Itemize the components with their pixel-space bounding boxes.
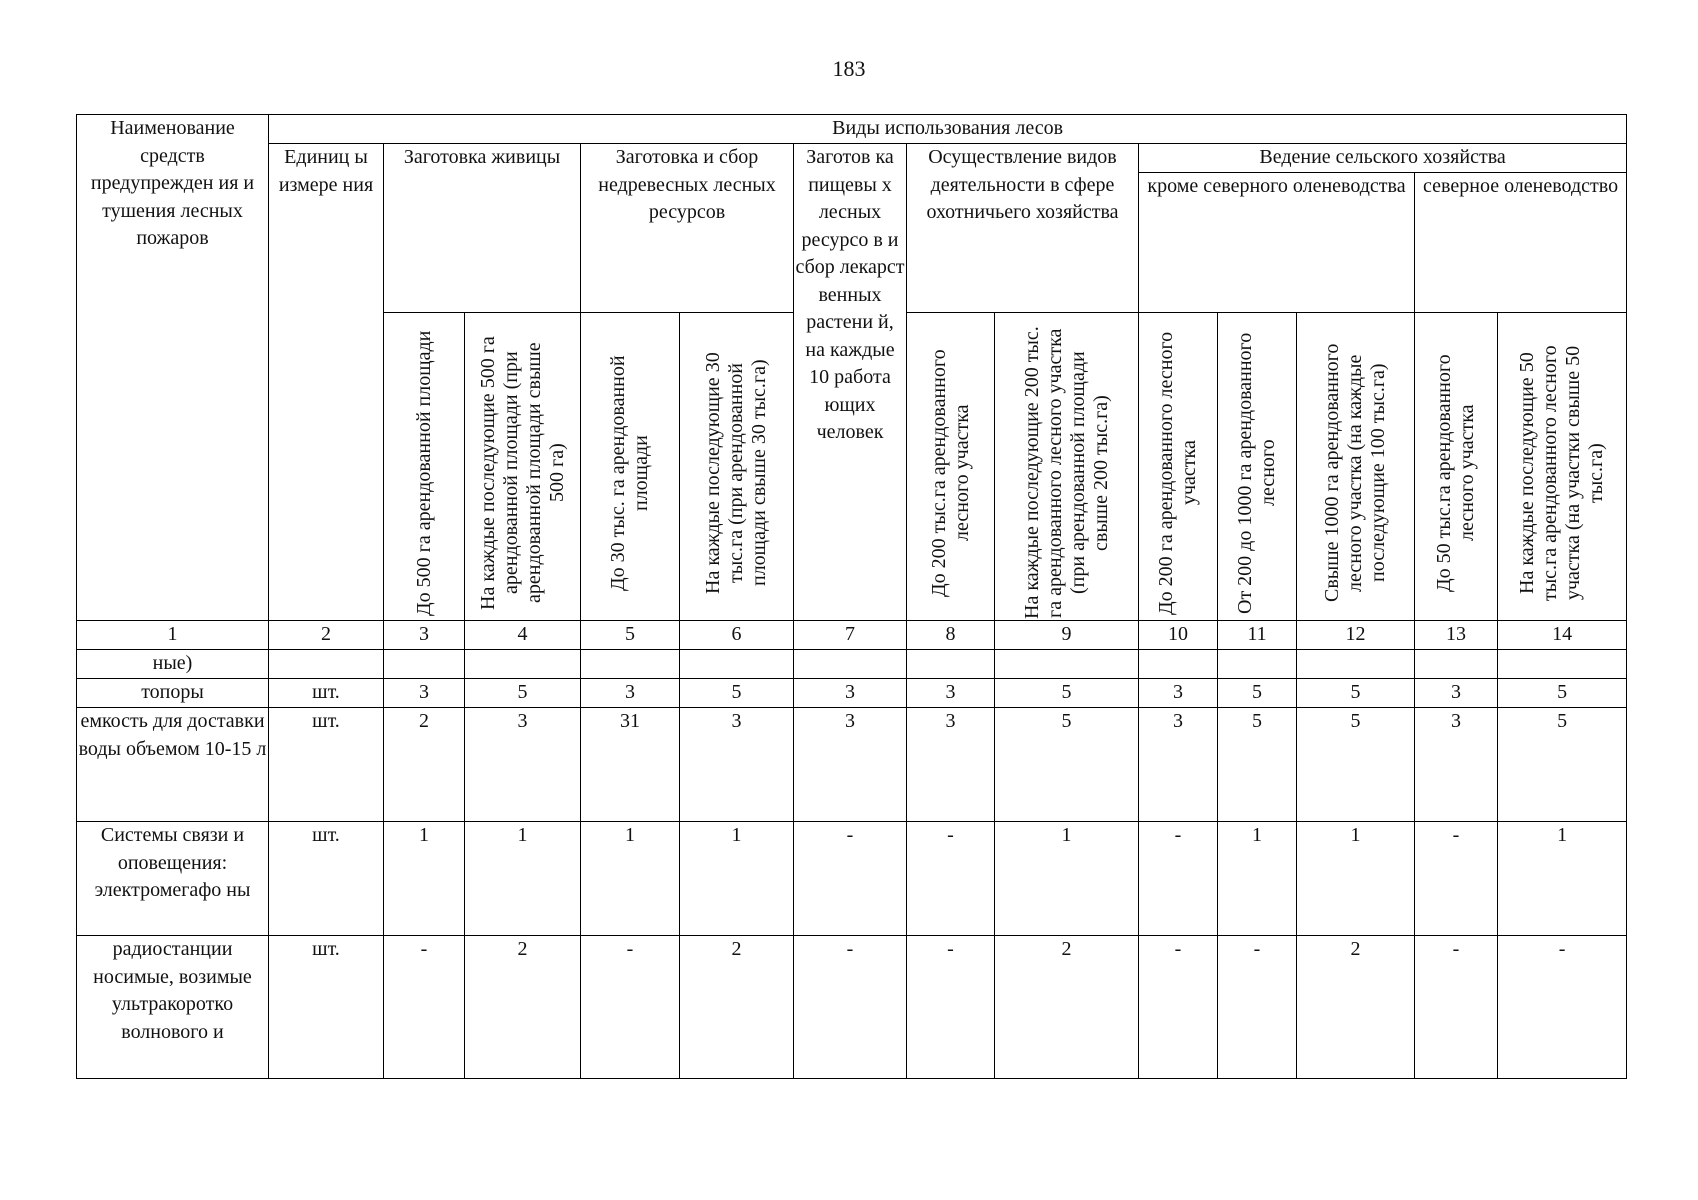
header-hunting: Осуществление видов деятельности в сфере охотничьего хозяйства bbox=[907, 144, 1139, 313]
row-value-col-9: 5 bbox=[995, 708, 1139, 822]
row-value-col-4: 5 bbox=[465, 679, 581, 708]
header-vertical-col-12: Свыше 1000 га арендованного лесного участка (на каждые последующие 100 тыс.га) bbox=[1297, 313, 1415, 621]
row-value-col-12: 2 bbox=[1297, 936, 1415, 1079]
table-row bbox=[77, 822, 1627, 936]
column-number: 7 bbox=[794, 621, 907, 650]
row-value-col-11: 5 bbox=[1218, 708, 1297, 822]
row-value-col-9: 2 bbox=[995, 936, 1139, 1079]
row-value-col-10: 3 bbox=[1139, 708, 1218, 822]
header-non-timber-resources: Заготовка и сбор недревесных лесных ресурсов bbox=[581, 144, 794, 313]
row-unit: шт. bbox=[269, 822, 384, 936]
header-food-resources: Заготов ка пищевы х лесных ресурсо в и сбор лекарст венных растени й, на каждые 10 работа ющих человек bbox=[794, 144, 907, 621]
row-value-col-10: - bbox=[1139, 936, 1218, 1079]
header-vertical-col-3: До 500 га арендованной площади bbox=[384, 313, 465, 621]
header-unit: Единиц ы измере ния bbox=[269, 144, 384, 621]
header-vertical-col-14: На каждые последующие 50 тыс.га арендованного лесного участка (на участки свыше 50 тыс.га) bbox=[1498, 313, 1627, 621]
header-vertical-col-4: На каждые последующие 500 га арендованной площади (при арендованной площади свыше 500 га) bbox=[465, 313, 581, 621]
row-value-col-13 bbox=[1415, 650, 1498, 679]
row-value-col-13: 3 bbox=[1415, 679, 1498, 708]
row-value-col-4: 3 bbox=[465, 708, 581, 822]
column-number: 11 bbox=[1218, 621, 1297, 650]
row-unit: шт. bbox=[269, 708, 384, 822]
row-value-col-7: 3 bbox=[794, 708, 907, 822]
header-reindeer-herding: северное оленеводство bbox=[1415, 173, 1627, 313]
header-vertical-col-6: На каждые последующие 30 тыс.га (при арендованной площади свыше 30 тыс.га) bbox=[680, 313, 794, 621]
row-value-col-3: 2 bbox=[384, 708, 465, 822]
row-item-name: емкость для доставки воды объемом 10-15 л bbox=[77, 708, 269, 822]
table-row bbox=[77, 708, 1627, 822]
column-number: 1 bbox=[77, 621, 269, 650]
column-number: 2 bbox=[269, 621, 384, 650]
row-value-col-10: 3 bbox=[1139, 679, 1218, 708]
row-value-col-3: 3 bbox=[384, 679, 465, 708]
header-vertical-col-11: От 200 до 1000 га арендованного лесного bbox=[1218, 313, 1297, 621]
row-value-col-10: - bbox=[1139, 822, 1218, 936]
page-number: 183 bbox=[832, 56, 866, 81]
row-item-name: Системы связи и оповещения: электромегафо ны bbox=[77, 822, 269, 936]
row-value-col-3: - bbox=[384, 936, 465, 1079]
row-value-col-6: 3 bbox=[680, 708, 794, 822]
header-name-of-means: Наименование средств предупрежден ия и тушения лесных пожаров bbox=[77, 115, 269, 621]
row-value-col-9: 1 bbox=[995, 822, 1139, 936]
row-value-col-8: - bbox=[907, 936, 995, 1079]
row-value-col-7: 3 bbox=[794, 679, 907, 708]
header-except-reindeer: кроме северного оленеводства bbox=[1139, 173, 1415, 313]
row-value-col-10 bbox=[1139, 650, 1218, 679]
row-value-col-12 bbox=[1297, 650, 1415, 679]
column-number: 13 bbox=[1415, 621, 1498, 650]
row-unit bbox=[269, 650, 384, 679]
row-value-col-4: 2 bbox=[465, 936, 581, 1079]
header-forest-use-types: Виды использования лесов bbox=[269, 115, 1627, 144]
row-value-col-14: 5 bbox=[1498, 708, 1627, 822]
column-number: 8 bbox=[907, 621, 995, 650]
table-row bbox=[77, 679, 1627, 708]
header-vertical-col-5: До 30 тыс. га арендованной площади bbox=[581, 313, 680, 621]
row-unit: шт. bbox=[269, 679, 384, 708]
row-value-col-12: 5 bbox=[1297, 679, 1415, 708]
row-value-col-8 bbox=[907, 650, 995, 679]
header-resin-harvesting: Заготовка живицы bbox=[384, 144, 581, 313]
row-value-col-3 bbox=[384, 650, 465, 679]
row-value-col-14: 1 bbox=[1498, 822, 1627, 936]
row-value-col-11: 1 bbox=[1218, 822, 1297, 936]
column-number-row bbox=[77, 621, 1627, 650]
table-row bbox=[77, 650, 1627, 679]
header-agriculture: Ведение сельского хозяйства bbox=[1139, 144, 1627, 173]
row-item-name: топоры bbox=[77, 679, 269, 708]
forest-fire-equipment-table bbox=[76, 114, 1627, 1079]
row-value-col-14 bbox=[1498, 650, 1627, 679]
column-number: 14 bbox=[1498, 621, 1627, 650]
row-value-col-8: - bbox=[907, 822, 995, 936]
row-value-col-9 bbox=[995, 650, 1139, 679]
row-value-col-5: - bbox=[581, 936, 680, 1079]
row-value-col-13: - bbox=[1415, 936, 1498, 1079]
row-value-col-6: 5 bbox=[680, 679, 794, 708]
row-value-col-11 bbox=[1218, 650, 1297, 679]
column-number: 10 bbox=[1139, 621, 1218, 650]
row-value-col-4: 1 bbox=[465, 822, 581, 936]
row-value-col-7: - bbox=[794, 822, 907, 936]
row-item-name: ные) bbox=[77, 650, 269, 679]
row-value-col-5 bbox=[581, 650, 680, 679]
row-value-col-6 bbox=[680, 650, 794, 679]
row-value-col-6: 2 bbox=[680, 936, 794, 1079]
row-value-col-9: 5 bbox=[995, 679, 1139, 708]
row-value-col-14: - bbox=[1498, 936, 1627, 1079]
column-number: 5 bbox=[581, 621, 680, 650]
row-value-col-5: 31 bbox=[581, 708, 680, 822]
row-value-col-11: 5 bbox=[1218, 679, 1297, 708]
row-item-name: радиостанции носимые, возимые ультракоротко волнового и bbox=[77, 936, 269, 1079]
row-value-col-6: 1 bbox=[680, 822, 794, 936]
column-number: 12 bbox=[1297, 621, 1415, 650]
row-value-col-13: 3 bbox=[1415, 708, 1498, 822]
row-value-col-5: 3 bbox=[581, 679, 680, 708]
row-value-col-5: 1 bbox=[581, 822, 680, 936]
table-row bbox=[77, 936, 1627, 1079]
header-vertical-col-9: На каждые последующие 200 тыс. га арендованного лесного участка (при арендованной площади свыше 200 тыс.га) bbox=[995, 313, 1139, 621]
row-value-col-3: 1 bbox=[384, 822, 465, 936]
row-value-col-7: - bbox=[794, 936, 907, 1079]
row-value-col-11: - bbox=[1218, 936, 1297, 1079]
column-number: 6 bbox=[680, 621, 794, 650]
column-number: 4 bbox=[465, 621, 581, 650]
header-vertical-col-13: До 50 тыс.га арендованного лесного участка bbox=[1415, 313, 1498, 621]
row-value-col-12: 5 bbox=[1297, 708, 1415, 822]
column-number: 3 bbox=[384, 621, 465, 650]
table-body bbox=[77, 650, 1627, 1079]
row-unit: шт. bbox=[269, 936, 384, 1079]
row-value-col-12: 1 bbox=[1297, 822, 1415, 936]
row-value-col-8: 3 bbox=[907, 679, 995, 708]
row-value-col-14: 5 bbox=[1498, 679, 1627, 708]
row-value-col-8: 3 bbox=[907, 708, 995, 822]
row-value-col-13: - bbox=[1415, 822, 1498, 936]
header-vertical-col-8: До 200 тыс.га арендованного лесного участка bbox=[907, 313, 995, 621]
row-value-col-7 bbox=[794, 650, 907, 679]
header-vertical-col-10: До 200 га арендованного лесного участка bbox=[1139, 313, 1218, 621]
row-value-col-4 bbox=[465, 650, 581, 679]
column-number: 9 bbox=[995, 621, 1139, 650]
